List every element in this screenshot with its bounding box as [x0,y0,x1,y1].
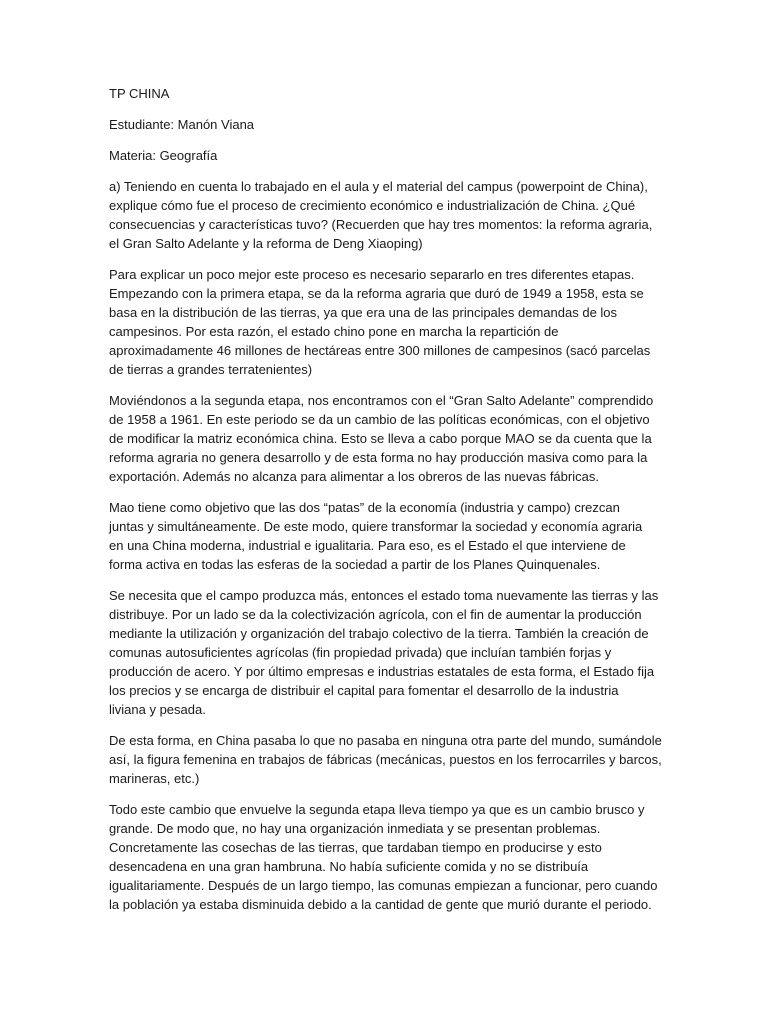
paragraph-line: producción de acero. Y por último empresas e industrias estatales de esta forma, el Estado fija [109,664,655,679]
paragraph-line: aproximadamente 46 millones de hectáreas entre 300 millones de campesinos (sacó parcelas [109,343,651,358]
paragraph-line: basa en la distribución de las tierras, ya que era una de las principales demandas de los [109,305,618,320]
paragraph-mao-objective [109,498,665,574]
paragraph-women-work [109,731,665,788]
paragraph-line: así, la figura femenina en trabajos de fábricas (mecánicas, puestos en los ferrocarriles y barcos, [109,752,662,767]
paragraph-line: desencadena en una gran hambruna. No había suficiente comida y no se distribuía [109,859,589,874]
paragraph-first-stage [109,265,665,379]
document-title: TP CHINA [109,86,170,101]
document-body [109,84,665,926]
paragraph-line: juntas y simultáneamente. De este modo, quiere transformar la sociedad y economía agraria [109,519,643,534]
question-paragraph [109,177,665,253]
paragraph-line: distribuye. Por un lado se da la colectivización agrícola, con el fin de aumentar la producción [109,607,642,622]
paragraph-line: Mao tiene como objetivo que las dos “patas” de la economía (industria y campo) crezcan [109,500,620,515]
subject-line: Materia: Geografía [109,148,218,163]
paragraph-line: marineras, etc.) [109,771,200,786]
paragraph-line: campesinos. Por esta razón, el estado chino pone en marcha la repartición de [109,324,559,339]
paragraph-line: igualitariamente. Después de un largo tiempo, las comunas empiezan a funcionar, pero cuando [109,878,658,893]
paragraph-line: de modificar la matriz económica china. Esto se lleva a cabo porque MAO se da cuenta que la [109,431,652,446]
paragraph-line: la población ya estaba disminuida debido a la cantidad de gente que murió durante el periodo. [109,897,652,912]
paragraph-line: a) Teniendo en cuenta lo trabajado en el aula y el material del campus (powerpoint de China), [109,179,648,194]
paragraph-line: mediante la utilización y organización del trabajo colectivo de la tierra. También la creación de [109,626,649,641]
paragraph-line: grande. De modo que, no hay una organización inmediata y se presentan problemas. [109,821,601,836]
paragraph-line: en una China moderna, industrial e igualitaria. Para eso, es el Estado el que interviene de [109,538,626,553]
paragraph-line: exportación. Además no alcanza para alimentar a los obreros de las nuevas fábricas. [109,469,599,484]
paragraph-second-stage [109,391,665,486]
paragraph-line: Se necesita que el campo produzca más, entonces el estado toma nuevamente las tierras y las [109,588,659,603]
paragraph-line: De esta forma, en China pasaba lo que no pasaba en ninguna otra parte del mundo, sumándole [109,733,662,748]
paragraph-collectivization [109,586,665,719]
paragraph-line: Para explicar un poco mejor este proceso es necesario separarlo en tres diferentes etapas. [109,267,635,282]
paragraph-line: de 1958 a 1961. En este periodo se da un cambio de las políticas económicas, con el objetivo [109,412,650,427]
paragraph-line: comunas autosuficientes agrícolas (fin propiedad privada) que incluían también forjas y [109,645,612,660]
paragraph-line: Empezando con la primera etapa, se da la reforma agraria que duró de 1949 a 1958, esta se [109,286,644,301]
paragraph-line: Concretamente las cosechas de las tierras, que tardaban tiempo en producirse y esto [109,840,602,855]
student-line: Estudiante: Manón Viana [109,117,255,132]
paragraph-famine [109,800,665,914]
paragraph-line: de tierras a grandes terratenientes) [109,362,313,377]
paragraph-line: liviana y pesada. [109,702,206,717]
paragraph-line: consecuencias y características tuvo? (Recuerden que hay tres momentos: la reforma agraria, [109,217,653,232]
paragraph-line: los precios y se encarga de distribuir el capital para fomentar el desarrollo de la industria [109,683,619,698]
paragraph-line: Moviéndonos a la segunda etapa, nos encontramos con el “Gran Salto Adelante” comprendido [109,393,654,408]
paragraphs-container [109,177,665,914]
paragraph-line: explique cómo fue el proceso de crecimiento económico e industrialización de China. ¿Qué [109,198,636,213]
paragraph-line: el Gran Salto Adelante y la reforma de Deng Xiaoping) [109,236,423,251]
paragraph-line: Todo este cambio que envuelve la segunda etapa lleva tiempo ya que es un cambio brusco y [109,802,645,817]
paragraph-line: reforma agraria no genera desarrollo y de esta forma no hay producción masiva como para la [109,450,648,465]
paragraph-line: forma activa en todas las esferas de la sociedad a partir de los Planes Quinquenales. [109,557,601,572]
